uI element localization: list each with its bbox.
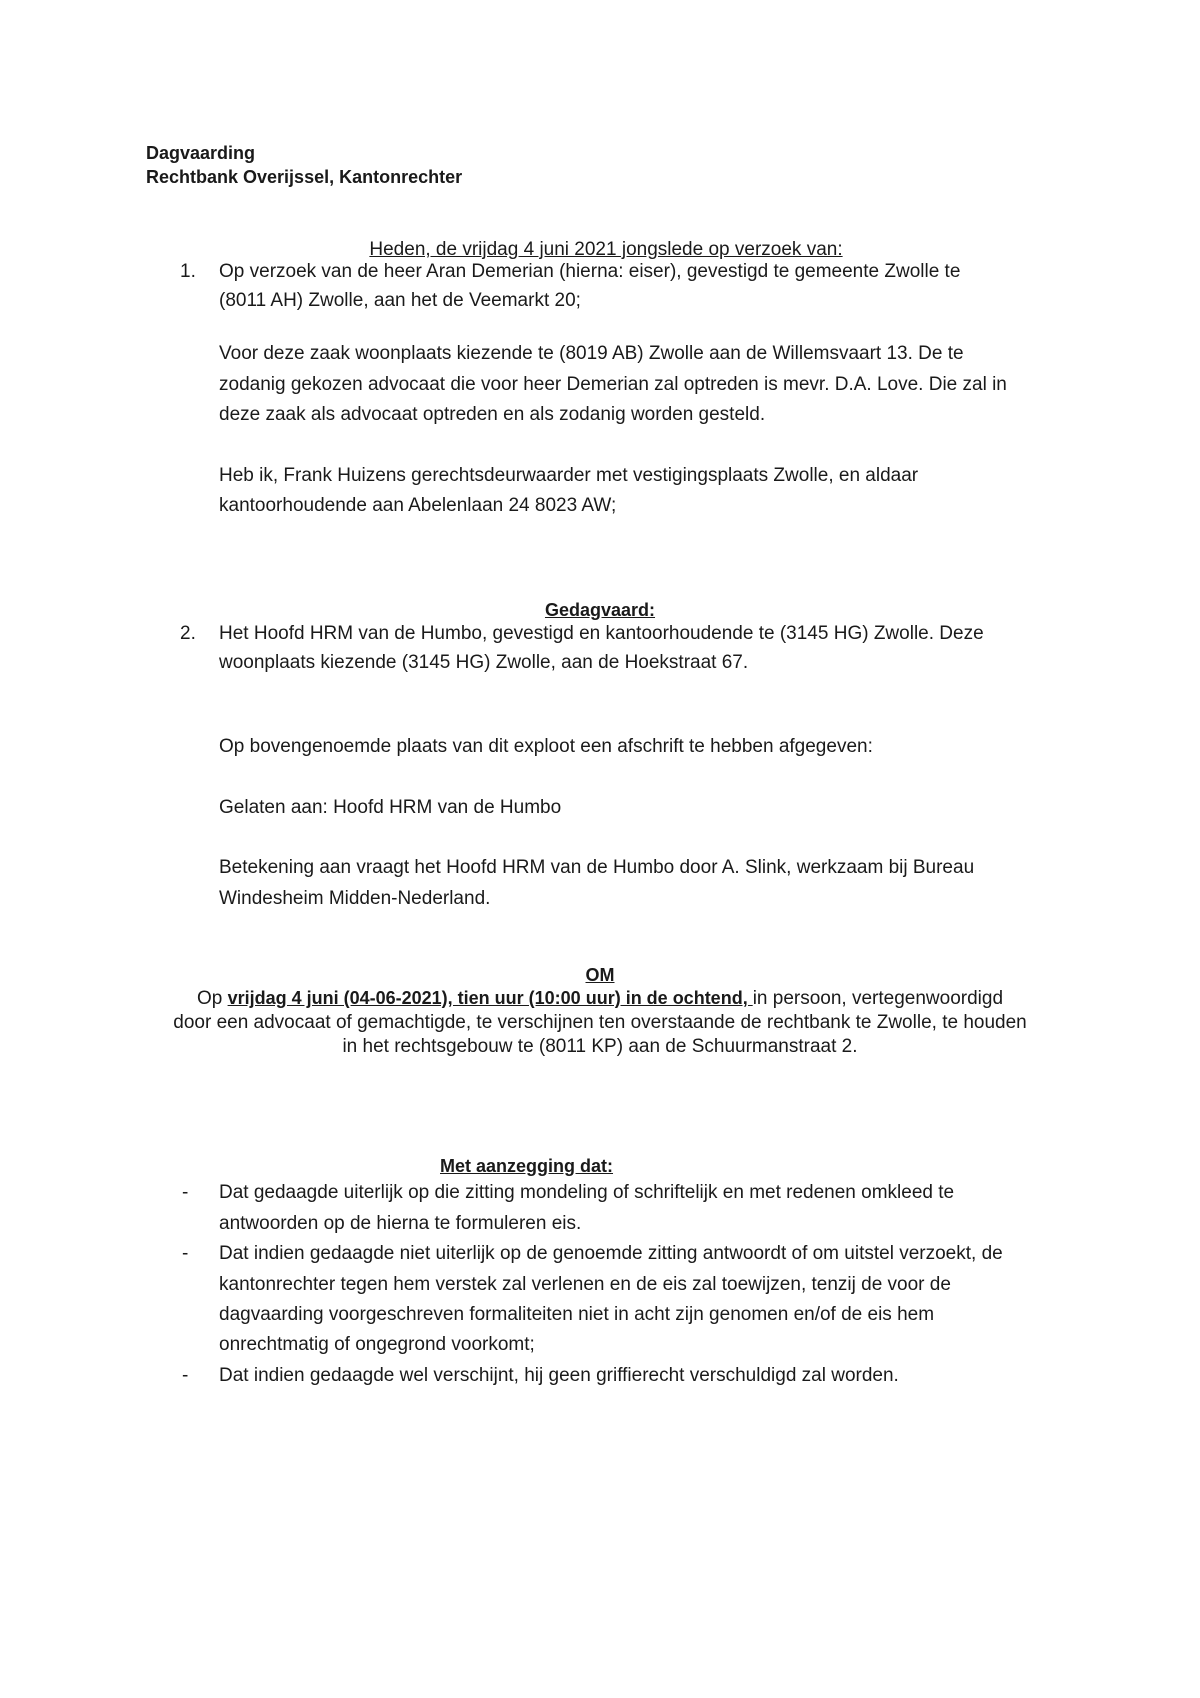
gedagvaard-heading: Gedagvaard: <box>544 600 656 620</box>
bullet-dash-1: - <box>182 1182 189 1203</box>
bullet-dash-2: - <box>182 1243 189 1264</box>
document-title: Dagvaarding <box>146 143 256 163</box>
item2-p2: Op bovengenoemde plaats van dit exploot een afschrift te hebben afgegeven: <box>219 736 873 757</box>
item1-p2-line1: Voor deze zaak woonplaats kiezende te (8019 AB) Zwolle aan de Willemsvaart 13. De te <box>219 343 964 364</box>
aanzegging-item-2-line-1: Dat indien gedaagde niet uiterlijk op de genoemde zitting antwoordt of om uitstel verzoekt, de <box>219 1243 1003 1264</box>
item1-line1: Op verzoek van de heer Aran Demerian (hierna: eiser), gevestigd te gemeente Zwolle te <box>219 261 961 282</box>
om-line1-prefix: Op <box>196 988 228 1009</box>
item2-p4-line2: Windesheim Midden-Nederland. <box>219 888 491 909</box>
item1-p2-line3: deze zaak als advocaat optreden en als zodanig worden gesteld. <box>219 404 766 425</box>
item1-p2-line2: zodanig gekozen advocaat die voor heer Demerian zal optreden is mevr. D.A. Love. Die zal in <box>219 374 1007 395</box>
item1-p3-line1: Heb ik, Frank Huizens gerechtsdeurwaarder met vestigingsplaats Zwolle, en aldaar <box>219 465 919 486</box>
bullet-dash-3: - <box>182 1365 189 1386</box>
intro-heading: Heden, de vrijdag 4 juni 2021 jongslede op verzoek van: <box>369 239 843 260</box>
aanzegging-item-2-line-2: kantonrechter tegen hem verstek zal verlenen en de eis zal toewijzen, tenzij de voor de <box>219 1274 951 1295</box>
item-number-2: 2. <box>180 623 196 644</box>
om-line2: door een advocaat of gemachtigde, te verschijnen ten overstaande de rechtbank te Zwolle, te houden <box>173 1012 1027 1033</box>
item2-p4-line1: Betekening aan vraagt het Hoofd HRM van de Humbo door A. Slink, werkzaam bij Bureau <box>219 857 975 878</box>
om-line1-date: vrijdag 4 juni (04-06-2021), tien uur (10:00 uur) in de ochtend, <box>227 988 753 1008</box>
aanzegging-item-2-line-4: onrechtmatig of ongegrond voorkomt; <box>219 1334 535 1355</box>
om-line1 <box>100 988 1100 1010</box>
aanzegging-item-2-line-3: dagvaarding voorgeschreven formaliteiten niet in acht zijn genomen en/of de eis hem <box>219 1304 935 1325</box>
item2-p3: Gelaten aan: Hoofd HRM van de Humbo <box>219 797 562 818</box>
item1-line2: (8011 AH) Zwolle, aan het de Veemarkt 20; <box>219 290 581 311</box>
aanzegging-item-3-line-1: Dat indien gedaagde wel verschijnt, hij geen griffierecht verschuldigd zal worden. <box>219 1365 899 1386</box>
aanzegging-heading: Met aanzegging dat: <box>440 1156 614 1176</box>
item2-line1: Het Hoofd HRM van de Humbo, gevestigd en kantoorhoudende te (3145 HG) Zwolle. Deze <box>219 623 984 644</box>
court-name: Rechtbank Overijssel, Kantonrechter <box>146 167 463 187</box>
om-line1-suffix: in persoon, vertegenwoordigd <box>752 988 1004 1009</box>
item-number-1: 1. <box>180 261 196 282</box>
om-heading: OM <box>585 965 615 985</box>
item1-p3-line2: kantoorhoudende aan Abelenlaan 24 8023 AW; <box>219 495 617 516</box>
om-line3: in het rechtsgebouw te (8011 KP) aan de Schuurmanstraat 2. <box>342 1036 858 1057</box>
item2-line2: woonplaats kiezende (3145 HG) Zwolle, aan de Hoekstraat 67. <box>219 652 749 673</box>
aanzegging-item-1-line-2: antwoorden op de hierna te formuleren eis. <box>219 1213 582 1234</box>
aanzegging-item-1-line-1: Dat gedaagde uiterlijk op die zitting mondeling of schriftelijk en met redenen omkleed te <box>219 1182 955 1203</box>
